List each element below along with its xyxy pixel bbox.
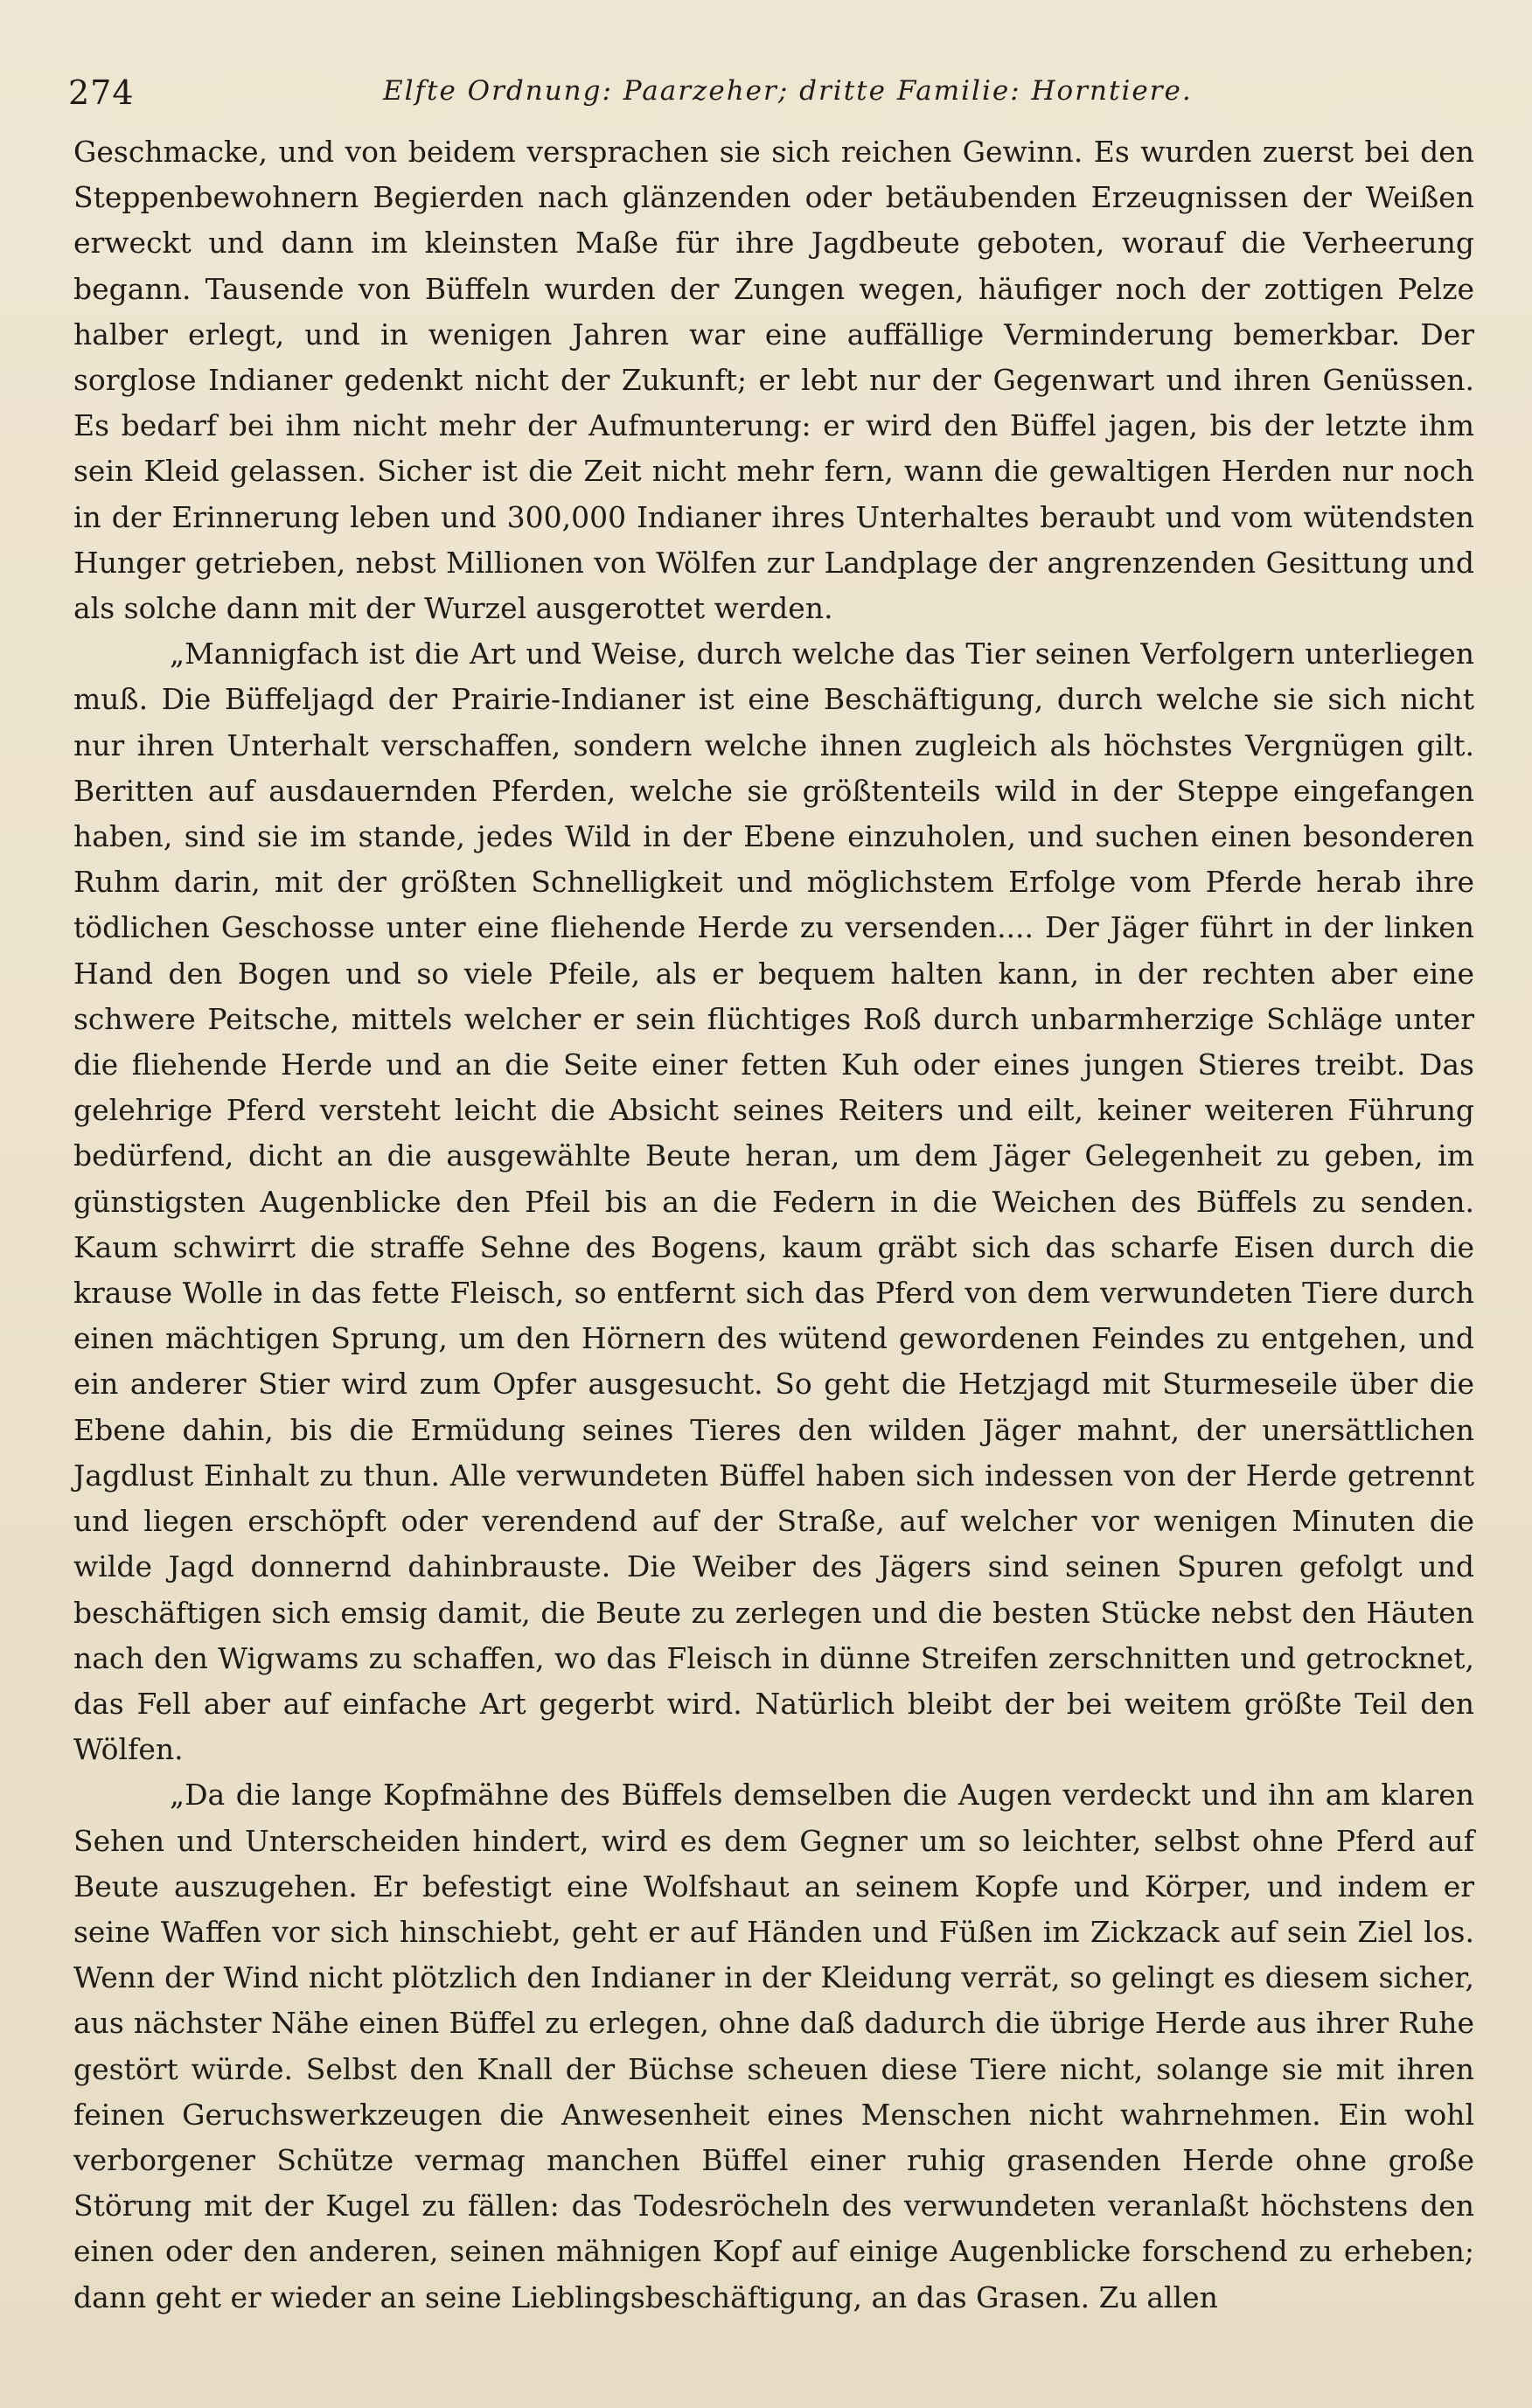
page-header [68,73,1485,122]
page-number: 274 [68,73,135,112]
paragraph-3: „Da die lange Kopfmähne des Büffels demselben die Augen verdeckt und ihn am klaren Sehen und Unterscheiden hindert, wird es dem Gegner um so leichter, selbst ohne Pferd auf Beute auszugehen. Er befestigt eine Wolfshaut an seinem Kopfe und Körper, und indem er seine Waffen vor sich hinschiebt, geht er auf Händen und Füßen im Zickzack auf sein Ziel los. Wenn der Wind nicht plötzlich den Indianer in der Kleidung verrät, so gelingt es diesem sicher, aus nächster Nähe einen Büffel zu erlegen, ohne daß dadurch die übrige Herde aus ihrer Ruhe gestört würde. Selbst den Knall der Büchse scheuen diese Tiere nicht, solange sie mit ihren feinen Geruchswerkzeugen die Anwesenheit eines Menschen nicht wahrnehmen. Ein wohl verborgener Schütze vermag manchen Büffel einer ruhig grasenden Herde ohne große Störung mit der Kugel zu fällen: das Todesröcheln des verwundeten veranlaßt höchstens den einen oder den anderen, seinen mähnigen Kopf auf einige Augenblicke forschend zu erheben; dann geht er wieder an seine Lieblingsbeschäftigung, an das Grasen. Zu allen [73,1778,1474,2314]
paragraph-2: „Mannigfach ist die Art und Weise, durch welche das Tier seinen Verfolgern unterliegen muß. Die Büffeljagd der Prairie-Indianer ist eine Beschäftigung, durch welche sie sich nicht nur ihren Unterhalt verschaffen, sondern welche ihnen zugleich als höchstes Vergnügen gilt. Beritten auf ausdauernden Pferden, welche sie größtenteils wild in der Steppe eingefangen haben, sind sie im stande, jedes Wild in der Ebene einzuholen, und suchen einen besonderen Ruhm darin, mit der größten Schnelligkeit und möglichstem Erfolge vom Pferde herab ihre tödlichen Geschosse unter eine fliehende Herde zu versenden.... Der Jäger führt in der linken Hand den Bogen und so viele Pfeile, als er bequem halten kann, in der rechten aber eine schwere Peitsche, mittels welcher er sein flüchtiges Roß durch unbarmherzige Schläge unter die fliehende Herde und an die Seite einer fetten Kuh oder eines jungen Stieres treibt. Das gelehrige Pferd versteht leicht die Absicht seines Reiters und eilt, keiner weiteren Führung bedürfend, dicht an die ausgewählte Beute heran, um dem Jäger Gelegenheit zu geben, im günstigsten Augenblicke den Pfeil bis an die Federn in die Weichen des Büffels zu senden. Kaum schwirrt die straffe Sehne des Bogens, kaum gräbt sich das scharfe Eisen durch die krause Wolle in das fette Fleisch, so entfernt sich das Pferd von dem verwundeten Tiere durch einen mächtigen Sprung, um den Hörnern des wütend gewordenen Feindes zu entgehen, und ein anderer Stier wird zum Opfer ausgesucht. So geht die Hetzjagd mit Sturmeseile über die Ebene dahin, bis die Ermüdung seines Tieres den wilden Jäger mahnt, der unersättlichen Jagdlust Einhalt zu thun. Alle verwundeten Büffel haben sich indessen von der Herde getrennt und liegen erschöpft oder verendend auf der Straße, auf welcher vor wenigen Minuten die wilde Jagd donnernd dahinbrauste. Die Weiber des Jägers sind seinen Spuren gefolgt und beschäftigen sich emsig damit, die Beute zu zerlegen und die besten Stücke nebst den Häuten nach den Wigwams zu schaffen, wo das Fleisch in dünne Streifen zerschnitten und getrocknet, das Fell aber auf einfache Art gegerbt wird. Natürlich bleibt der bei weitem größte Teil den Wölfen. [73,637,1474,1767]
body-text [73,129,1474,2321]
running-head: Elfte Ordnung: Paarzeher; dritte Familie: Horntiere. [383,75,1193,107]
paragraph-1: Geschmacke, und von beidem versprachen sie sich reichen Gewinn. Es wurden zuerst bei den Steppenbewohnern Begierden nach glänzenden oder betäubenden Erzeugnissen der Weißen erweckt und dann im kleinsten Maße für ihre Jagdbeute geboten, worauf die Verheerung begann. Tausende von Büffeln wurden der Zungen wegen, häufiger noch der zottigen Pelze halber erlegt, und in wenigen Jahren war eine auffällige Verminderung bemerkbar. Der sorglose Indianer gedenkt nicht der Zukunft; er lebt nur der Gegenwart und ihren Genüssen. Es bedarf bei ihm nicht mehr der Aufmunterung: er wird den Büffel jagen, bis der letzte ihm sein Kleid gelassen. Sicher ist die Zeit nicht mehr fern, wann die gewaltigen Herden nur noch in der Erinnerung leben und 300,000 Indianer ihres Unterhaltes beraubt und vom wütendsten Hunger getrieben, nebst Millionen von Wölfen zur Landplage der angrenzenden Gesittung und als solche dann mit der Wurzel ausgerottet werden. [73,135,1474,626]
